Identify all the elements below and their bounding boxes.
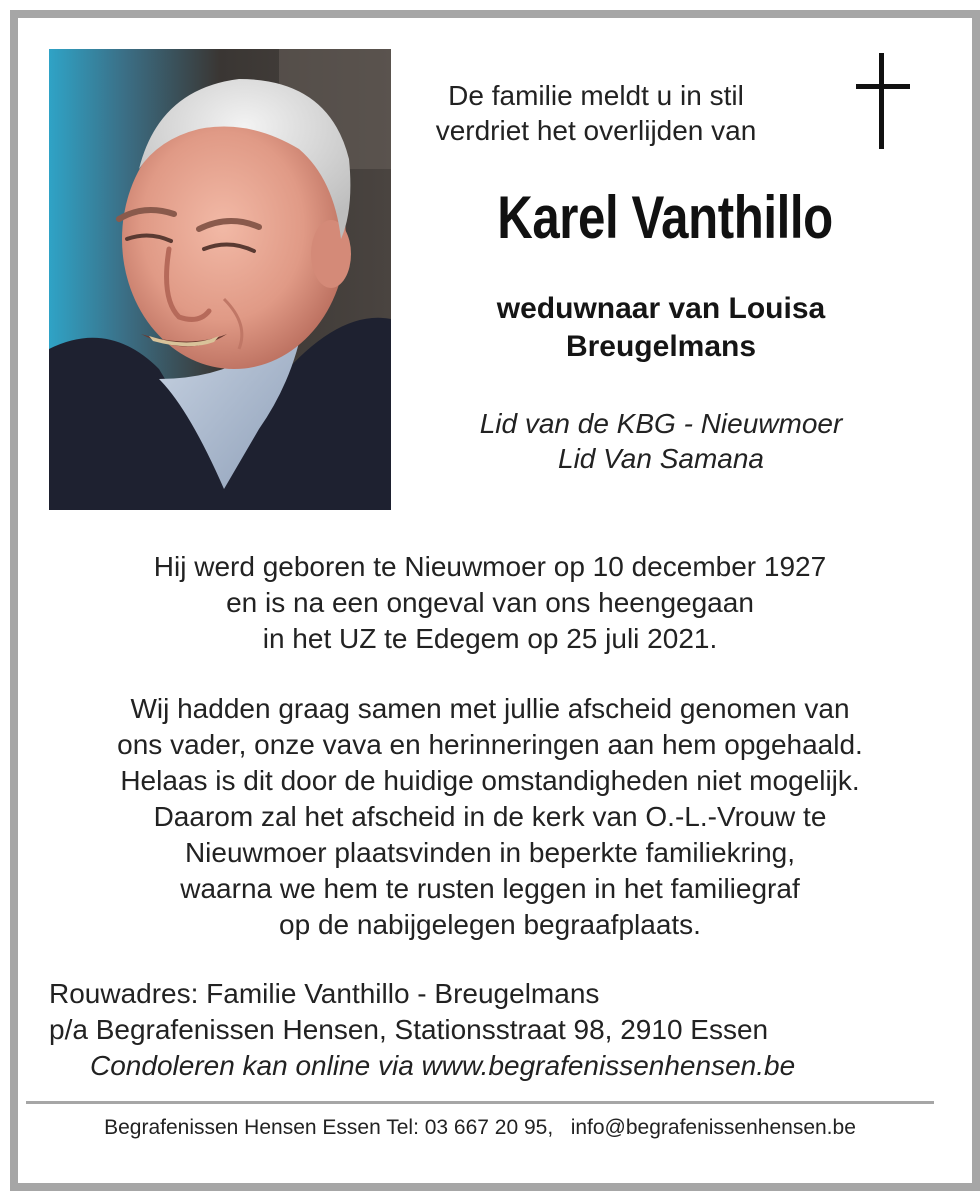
farewell-line: Helaas is dit door de huidige omstandigheden niet mogelijk. (120, 765, 860, 796)
mourning-address (49, 976, 929, 1084)
birth-death-details (40, 549, 940, 657)
funeral-home-footer: Begrafenissen Hensen Essen Tel: 03 667 20 95, info@begrafenissenhensen.be (104, 1116, 856, 1139)
widow-of (420, 290, 902, 366)
farewell-line: waarna we hem te rusten leggen in het familiegraf (180, 873, 800, 904)
birth-line: en is na een ongeval van ons heengegaan (226, 587, 754, 618)
portrait-photo (49, 49, 391, 510)
condolence-link[interactable]: Condoleren kan online via www.begrafenissenhensen.be (90, 1050, 796, 1081)
birth-line: in het UZ te Edegem op 25 juli 2021. (262, 623, 718, 654)
address-line-2: p/a Begrafenissen Hensen, Stationsstraat 98, 2910 Essen (49, 1014, 769, 1045)
farewell-line: Daarom zal het afscheid in de kerk van O.-L.-Vrouw te (153, 801, 827, 832)
widow-line-2: Breugelmans (565, 330, 757, 363)
farewell-line: Nieuwmoer plaatsvinden in beperkte familiekring, (184, 837, 796, 868)
address-line-1: Rouwadres: Familie Vanthillo - Breugelmans (49, 978, 600, 1009)
cross-icon (856, 53, 910, 149)
footer-divider (26, 1101, 934, 1104)
widow-line-1: weduwnaar van Louisa (496, 292, 826, 325)
announcement-intro (416, 78, 776, 148)
farewell-line: op de nabijgelegen begraafplaats. (279, 909, 701, 940)
memberships (420, 406, 902, 476)
intro-line-1: De familie meldt u in stil (448, 80, 744, 111)
birth-line: Hij werd geboren te Nieuwmoer op 10 december 1927 (153, 551, 827, 582)
farewell-line: ons vader, onze vava en herinneringen aan hem opgehaald. (117, 729, 863, 760)
farewell-line: Wij hadden graag samen met jullie afscheid genomen van (130, 693, 850, 724)
farewell-message (40, 691, 940, 943)
deceased-name: Karel Vanthillo (497, 184, 833, 251)
membership-item: Lid Van Samana (558, 443, 764, 474)
membership-item: Lid van de KBG - Nieuwmoer (479, 408, 843, 439)
intro-line-2: verdriet het overlijden van (435, 115, 757, 146)
